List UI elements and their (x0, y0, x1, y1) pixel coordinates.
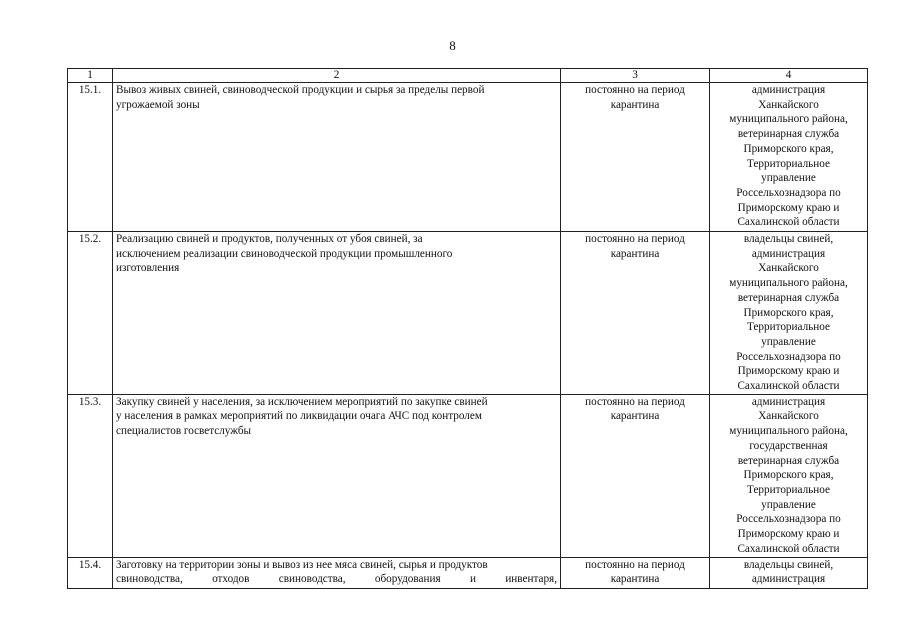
text-line: Реализацию свиней и продуктов, полученных от убоя свиней, за (116, 233, 423, 245)
row-number: 15.2. (68, 232, 113, 395)
responsible-line: управление (761, 172, 816, 185)
period-line: карантина (610, 98, 660, 111)
responsible-line: владельцы свиней, (743, 233, 834, 245)
period-line: постоянно на период (585, 558, 685, 571)
responsible-line: Ханкайского (758, 262, 819, 275)
responsible-line: Приморского края, (743, 306, 834, 319)
responsible-line: администрация (751, 247, 826, 260)
responsible-line: Приморскому краю и (737, 365, 840, 378)
period-line: постоянно на период (585, 395, 685, 408)
period-cell (561, 83, 710, 232)
measure-text (113, 83, 561, 232)
responsible-line: Приморскому краю и (737, 201, 840, 214)
header-cell-3: 3 (561, 69, 710, 83)
measure-text (113, 394, 561, 557)
measures-table (67, 68, 868, 589)
responsible-line: муниципального района, (729, 425, 848, 438)
table-row (68, 232, 868, 395)
measure-text (113, 232, 561, 395)
responsible-cell (710, 394, 868, 557)
responsible-line: администрация (751, 84, 826, 96)
responsible-line: управление (761, 335, 816, 348)
table-row (68, 394, 868, 557)
period-line: карантина (610, 247, 660, 260)
responsible-cell (710, 557, 868, 588)
period-line: карантина (610, 410, 660, 423)
responsible-line: Сахалинской области (737, 216, 840, 229)
text-line: свиноводства, отходов свиноводства, оборудования и инвентаря, (116, 573, 557, 586)
responsible-line: ветеринарная служба (737, 128, 840, 141)
responsible-line: ветеринарная служба (737, 291, 840, 304)
text-line: угрожаемой зоны (116, 98, 200, 111)
row-number: 15.1. (68, 83, 113, 232)
period-cell (561, 557, 710, 588)
period-line: постоянно на период (585, 233, 685, 245)
text-line: исключением реализации свиноводческой продукции промышленного (116, 247, 453, 260)
responsible-line: владельцы свиней, (743, 558, 834, 571)
responsible-line: Россельхознадзора по (736, 513, 841, 526)
header-cell-1: 1 (68, 69, 113, 83)
responsible-line: муниципального района, (729, 277, 848, 290)
period-cell (561, 232, 710, 395)
responsible-line: Приморского края, (743, 142, 834, 155)
header-cell-4: 4 (710, 69, 868, 83)
text-line: Закупку свиней у населения, за исключением мероприятий по закупке свиней (116, 395, 488, 408)
text-line: у населения в рамках мероприятий по ликвидации очага АЧС под контролем (116, 410, 482, 423)
period-line: постоянно на период (585, 84, 685, 96)
responsible-line: Территориальное (747, 483, 830, 496)
responsible-line: Приморскому краю и (737, 528, 840, 541)
text-line: Заготовку на территории зоны и вывоз из нее мяса свиней, сырья и продуктов (116, 558, 488, 571)
period-cell (561, 394, 710, 557)
measure-text (113, 557, 561, 588)
responsible-line: Ханкайского (758, 98, 819, 111)
responsible-line: ветеринарная служба (737, 454, 840, 467)
text-line: изготовления (116, 262, 180, 275)
responsible-line: администрация (751, 395, 826, 408)
responsible-line: Россельхознадзора по (736, 186, 841, 199)
responsible-line: Территориальное (747, 321, 830, 334)
period-line: карантина (610, 573, 660, 586)
row-number: 15.4. (68, 557, 113, 588)
responsible-line: управление (761, 498, 816, 511)
text-line: Вывоз живых свиней, свиноводческой продукции и сырья за пределы первой (116, 84, 485, 96)
row-number: 15.3. (68, 394, 113, 557)
responsible-line: Россельхознадзора по (736, 350, 841, 363)
table-row (68, 83, 868, 232)
responsible-line: Сахалинской области (737, 542, 840, 555)
responsible-line: администрация (751, 573, 826, 586)
responsible-line: Ханкайского (758, 410, 819, 423)
responsible-cell (710, 232, 868, 395)
header-cell-2: 2 (113, 69, 561, 83)
responsible-line: Приморского края, (743, 469, 834, 482)
table-row (68, 557, 868, 588)
responsible-line: Сахалинской области (737, 380, 840, 393)
page-number: 8 (449, 38, 456, 53)
responsible-line: Территориальное (747, 157, 830, 170)
responsible-line: муниципального района, (729, 113, 848, 126)
text-line: специалистов госветслужбы (116, 425, 252, 438)
responsible-cell (710, 83, 868, 232)
table-header-row (68, 69, 868, 83)
responsible-line: государственная (749, 439, 828, 452)
